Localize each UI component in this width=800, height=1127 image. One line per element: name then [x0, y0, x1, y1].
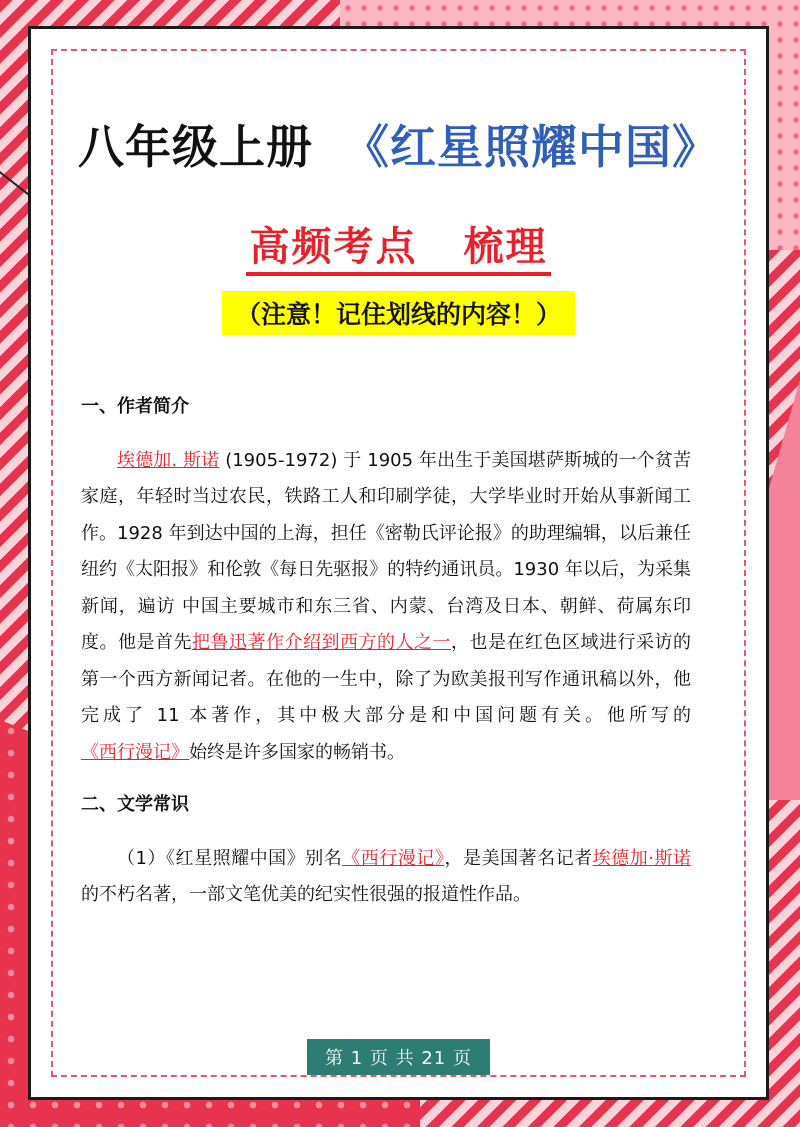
- underlined-key-point: 《西行漫记》: [342, 847, 445, 869]
- page-number-badge: 第 1 页 共 21 页: [307, 1039, 490, 1075]
- content-body: [81, 389, 691, 914]
- title-book: 《红星照耀中国》: [343, 120, 719, 174]
- title-grade: 八年级上册: [78, 120, 313, 174]
- section-heading-author: 一、作者简介: [81, 396, 189, 417]
- paragraph-text: ，是美国著名记者: [444, 847, 593, 869]
- paragraph-text: (1905-1972) 于 1905 年出生于美国堪萨斯城的一个贫苦家庭，年轻时当过农民，铁路工人和印刷学徒，大学毕业时开始从事新闻工作。1928 年到达中国的上海，担任《密勒氏评论报》的助理编辑，以后兼任纽约《太阳报》和伦敦《每日先驱报》的特约通讯员。1930 年以后，为采集新闻，遍访 中国主要城市和东三省、内蒙、台湾及日本、朝鲜、荷属东印度。他是首先: [81, 449, 691, 653]
- paragraph-text: 的不朽名著，一部文笔优美的纪实性很强的报道性作品。: [81, 884, 531, 905]
- document-page: [28, 26, 769, 1100]
- section-heading-literature: 二、文学常识: [81, 794, 189, 815]
- underlined-key-point: 把鲁迅著作介绍到西方的人之一: [192, 632, 451, 653]
- paragraph-text: ，也是在红色区域进行采访的第一个西方新闻记者。在他的一生中，除了为欧美报刊写作通讯稿以外，他完成了 11 本著作，其中极大部分是和中国问题有关。他所写的: [81, 632, 691, 726]
- page-subtitle: [31, 215, 766, 272]
- paragraph-text: 始终是许多国家的畅销书。: [189, 741, 405, 763]
- underlined-key-point: 埃德加. 斯诺: [117, 449, 220, 471]
- underlined-key-point: 《西行漫记》: [81, 741, 189, 763]
- notice-wrap: [31, 291, 766, 335]
- section-paragraph-literature: [81, 841, 691, 914]
- underlined-key-point: 埃德加·斯诺: [592, 847, 691, 869]
- page-number-wrap: [31, 1039, 766, 1075]
- section-paragraph-author: [81, 443, 691, 772]
- subtitle-text: 高频考点 梳理: [246, 224, 552, 276]
- notice-banner: （注意！记住划线的内容！）: [222, 291, 575, 335]
- paragraph-text: （1）《红星照耀中国》别名: [117, 847, 343, 869]
- page-title: [31, 111, 766, 177]
